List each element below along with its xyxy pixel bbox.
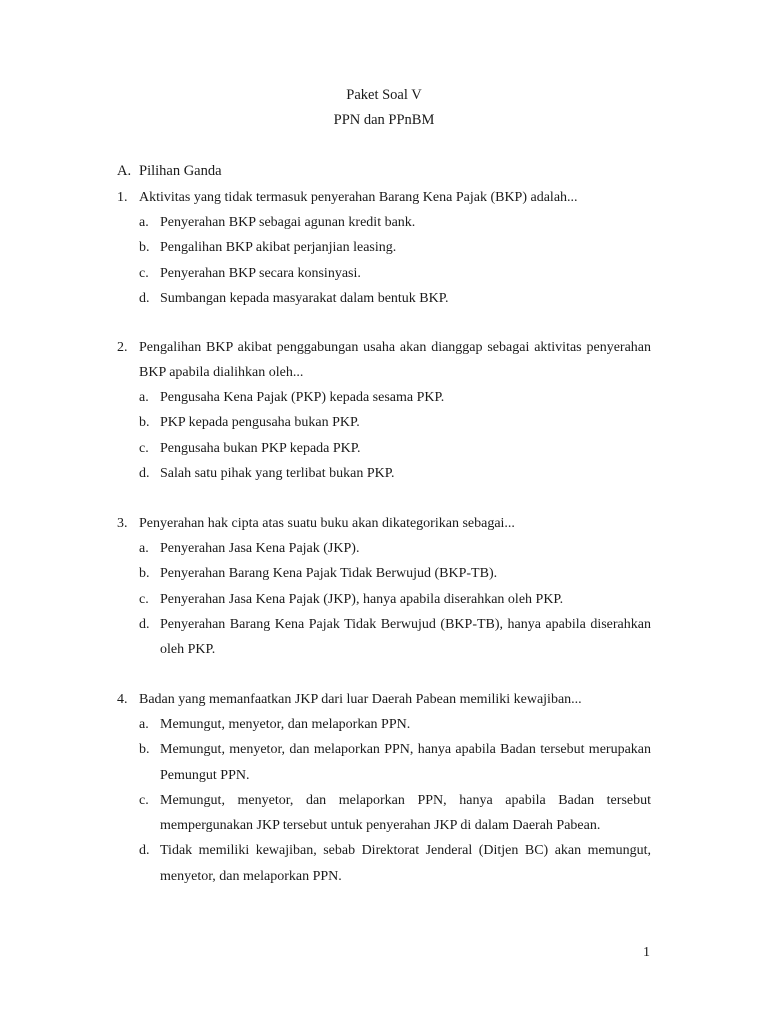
option-text: Memungut, menyetor, dan melaporkan PPN, hanya apabila Badan tersebut mempergunakan JKP tersebut untuk penyerahan JKP di dalam Daerah Pabean. xyxy=(160,792,651,834)
option-letter: d. xyxy=(139,843,150,859)
option-letter: a. xyxy=(139,215,149,230)
option-item xyxy=(139,436,651,461)
question-4 xyxy=(117,687,651,889)
section-title: Pilihan Ganda xyxy=(139,163,222,179)
option-text: Penyerahan Jasa Kena Pajak (JKP). xyxy=(160,541,360,556)
option-letter: b. xyxy=(139,566,150,582)
option-item xyxy=(139,410,651,435)
section-heading xyxy=(117,163,222,180)
option-item xyxy=(139,235,651,260)
option-item xyxy=(139,536,651,561)
question-number: 4. xyxy=(117,692,128,707)
option-text: Pengalihan BKP akibat perjanjian leasing. xyxy=(160,240,397,256)
option-item xyxy=(139,612,651,663)
question-3 xyxy=(117,511,651,662)
option-letter: b. xyxy=(139,240,150,256)
option-item xyxy=(139,561,651,586)
page-number: 1 xyxy=(643,945,650,960)
option-letter: a. xyxy=(139,717,149,732)
option-text: Penyerahan BKP sebagai agunan kredit bank. xyxy=(160,215,416,230)
option-item xyxy=(139,712,651,737)
option-letter: d. xyxy=(139,616,150,632)
option-letter: d. xyxy=(139,465,150,481)
question-1 xyxy=(117,185,651,311)
option-item xyxy=(139,261,651,286)
option-text: Penyerahan BKP secara konsinyasi. xyxy=(160,265,361,281)
option-text: PKP kepada pengusaha bukan PKP. xyxy=(160,415,360,431)
option-text: Pengusaha bukan PKP kepada PKP. xyxy=(160,440,361,456)
option-list xyxy=(139,210,651,311)
option-item xyxy=(139,286,651,311)
option-text: Penyerahan Barang Kena Pajak Tidak Berwujud (BKP-TB), hanya apabila diserahkan oleh PKP. xyxy=(160,616,651,658)
option-letter: b. xyxy=(139,742,150,758)
option-letter: c. xyxy=(139,792,149,808)
option-text: Tidak memiliki kewajiban, sebab Direktorat Jenderal (Ditjen BC) akan memungut, menyetor, dan melaporkan PPN. xyxy=(160,843,651,884)
option-text: Memungut, menyetor, dan melaporkan PPN, hanya apabila Badan tersebut merupakan Pemungut PPN. xyxy=(160,742,651,783)
question-text: Pengalihan BKP akibat penggabungan usaha akan dianggap sebagai aktivitas penyerahan BKP apabila dialihkan oleh... xyxy=(139,340,651,380)
option-list xyxy=(139,385,651,486)
question-2 xyxy=(117,335,651,486)
option-item xyxy=(139,788,651,839)
option-text: Memungut, menyetor, dan melaporkan PPN. xyxy=(160,717,411,732)
option-letter: c. xyxy=(139,440,149,456)
option-letter: a. xyxy=(139,390,149,405)
option-item xyxy=(139,587,651,612)
option-item xyxy=(139,385,651,410)
document-subtitle: PPN dan PPnBM xyxy=(333,112,435,128)
option-item xyxy=(139,210,651,235)
option-item xyxy=(139,838,651,889)
question-text: Penyerahan hak cipta atas suatu buku akan dikategorikan sebagai... xyxy=(139,516,515,531)
option-list xyxy=(139,536,651,662)
option-letter: b. xyxy=(139,415,150,431)
option-letter: c. xyxy=(139,591,149,607)
question-number: 2. xyxy=(117,340,128,355)
option-letter: d. xyxy=(139,290,150,306)
question-number: 3. xyxy=(117,516,128,531)
option-letter: a. xyxy=(139,541,149,556)
option-item xyxy=(139,737,651,788)
option-text: Penyerahan Barang Kena Pajak Tidak Berwujud (BKP-TB). xyxy=(160,566,498,582)
option-text: Penyerahan Jasa Kena Pajak (JKP), hanya apabila diserahkan oleh PKP. xyxy=(160,591,564,607)
document-title: Paket Soal V xyxy=(346,87,422,103)
option-text: Sumbangan kepada masyarakat dalam bentuk BKP. xyxy=(160,290,449,306)
section-label: A. xyxy=(117,163,132,179)
question-number: 1. xyxy=(117,190,128,205)
option-text: Salah satu pihak yang terlibat bukan PKP. xyxy=(160,465,395,481)
option-item xyxy=(139,461,651,486)
option-letter: c. xyxy=(139,265,149,281)
option-text: Pengusaha Kena Pajak (PKP) kepada sesama PKP. xyxy=(160,390,445,405)
option-list xyxy=(139,712,651,889)
question-text: Aktivitas yang tidak termasuk penyerahan Barang Kena Pajak (BKP) adalah... xyxy=(139,190,578,205)
question-text: Badan yang memanfaatkan JKP dari luar Daerah Pabean memiliki kewajiban... xyxy=(139,692,582,707)
